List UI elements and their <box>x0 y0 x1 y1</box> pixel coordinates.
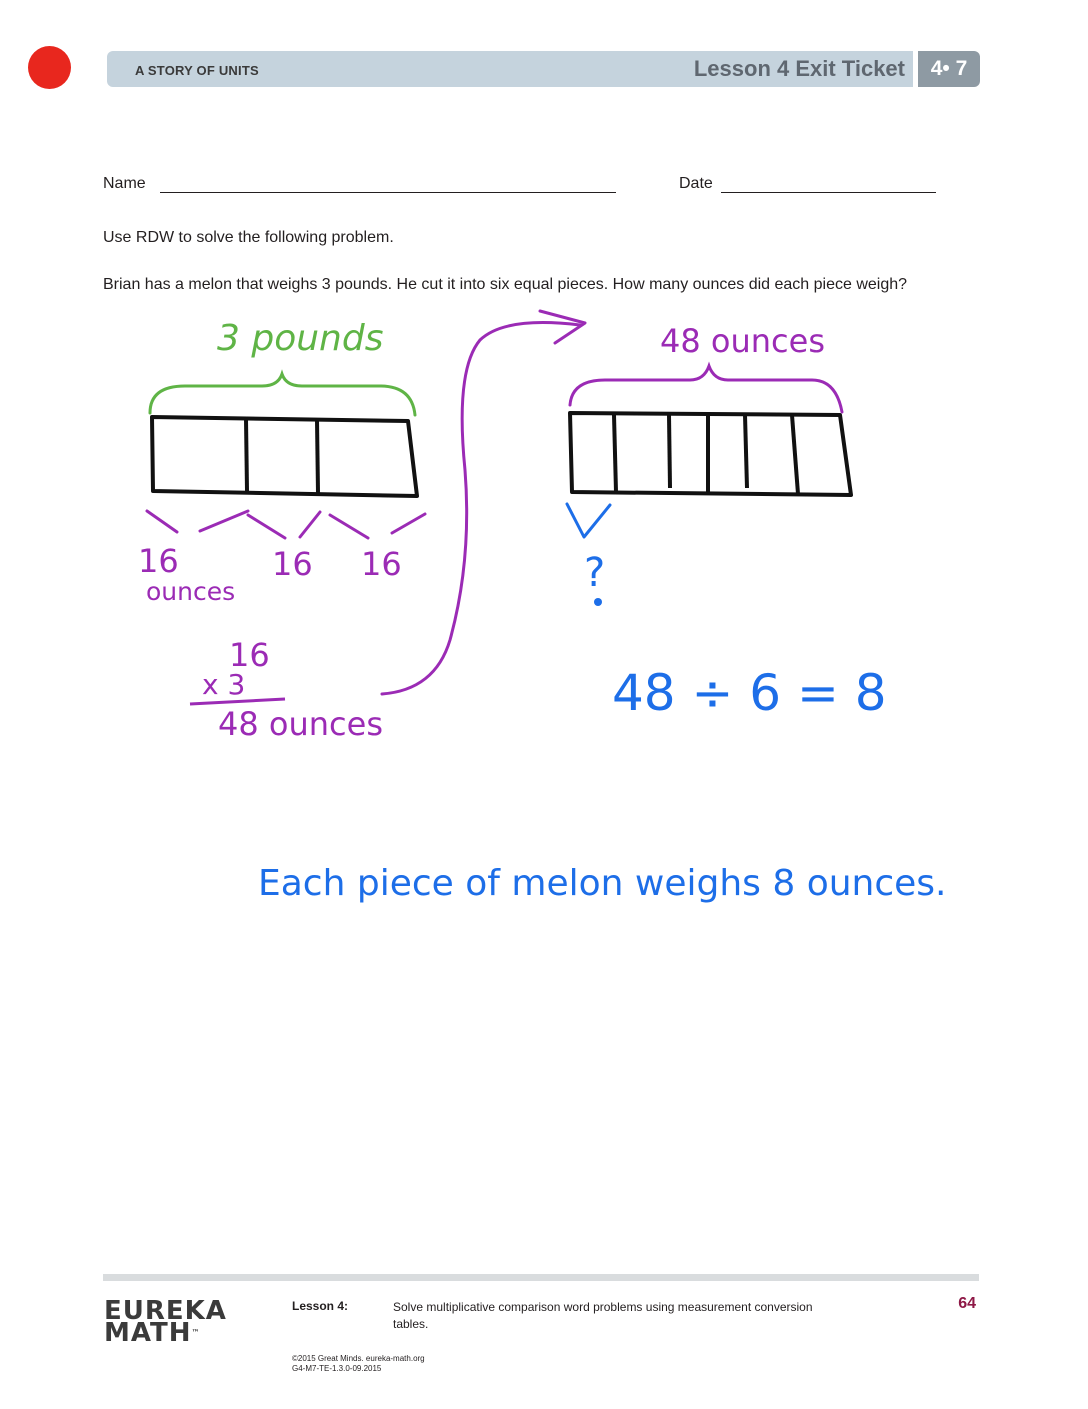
segment-1-unit: ounces <box>146 577 236 606</box>
footer-lesson-description: Solve multiplicative comparison word problems using measurement conversion tables. <box>393 1300 813 1331</box>
trademark: ™ <box>191 1328 201 1337</box>
right-tape-label: 48 ounces <box>660 322 825 360</box>
arrow-head <box>540 311 585 343</box>
header-series: A STORY OF UNITS <box>135 63 259 78</box>
footer-lesson-label: Lesson 4: <box>292 1299 349 1313</box>
header-title: Lesson 4 Exit Ticket <box>693 56 905 81</box>
split-marks <box>147 511 425 538</box>
name-label: Name <box>103 175 146 192</box>
document-code: G4-M7-TE-1.3.0-09.2015 <box>292 1364 382 1373</box>
right-tape-diagram <box>570 413 851 495</box>
answer-sentence: Each piece of melon weighs 8 ounces. <box>258 863 947 904</box>
problem-text: Brian has a melon that weighs 3 pounds. He cut it into six equal pieces. How many ounces did each piece weigh? <box>103 276 908 293</box>
footer-rule <box>103 1274 979 1281</box>
header-tag: 4• 7 <box>918 51 980 87</box>
right-brace <box>570 366 842 412</box>
multiplication-top: 16 <box>229 636 270 674</box>
copyright-line: ©2015 Great Minds. eureka-math.org <box>292 1354 425 1363</box>
eureka-math-logo <box>104 1296 227 1348</box>
multiplication-result: 48 ounces <box>218 705 383 743</box>
question-dot <box>594 598 602 606</box>
instructions: Use RDW to solve the following problem. <box>103 229 394 246</box>
segment-3-value: 16 <box>361 545 402 583</box>
footer-copyright <box>292 1354 425 1374</box>
page-number: 64 <box>958 1295 976 1312</box>
logo-line-2-text: MATH <box>104 1318 192 1348</box>
unknown-bracket <box>567 504 610 537</box>
connector-arrow <box>382 323 580 694</box>
unknown-question-mark: ? <box>584 550 606 596</box>
left-tape-label: 3 pounds <box>217 318 384 359</box>
division-equation: 48 ÷ 6 = 8 <box>612 664 887 722</box>
logo-line-1: EUREKA <box>104 1296 227 1326</box>
left-tape-diagram <box>152 417 417 496</box>
multiplication-operator: x 3 <box>202 668 246 701</box>
date-label: Date <box>679 175 713 192</box>
segment-2-value: 16 <box>272 545 313 583</box>
left-brace <box>150 374 415 415</box>
segment-1-value: 16 <box>138 542 179 580</box>
